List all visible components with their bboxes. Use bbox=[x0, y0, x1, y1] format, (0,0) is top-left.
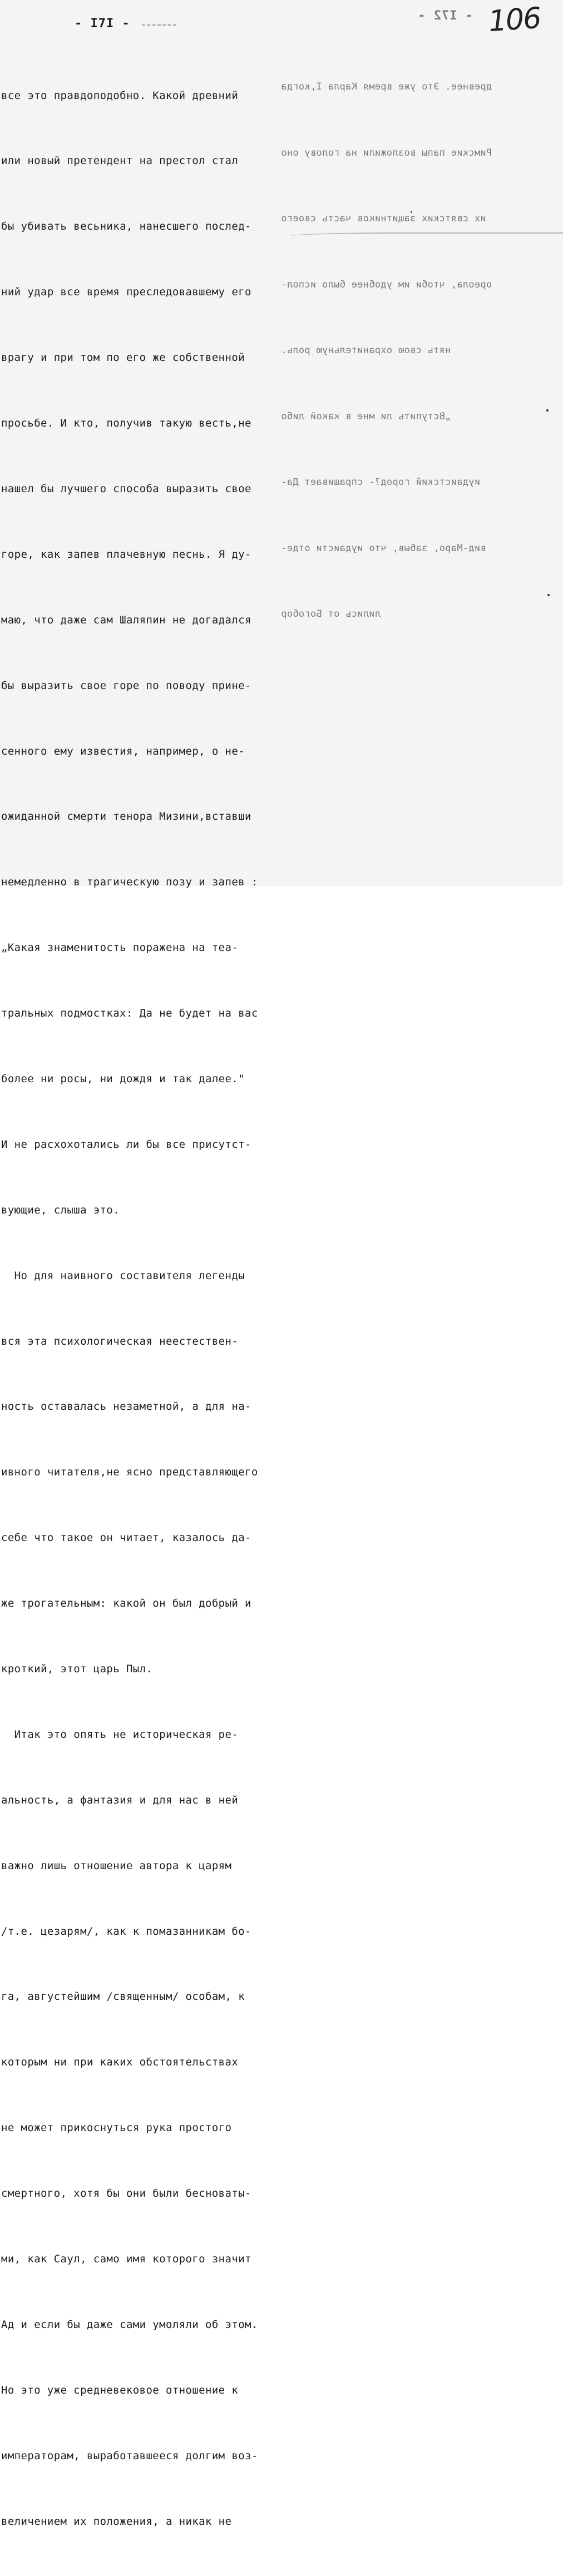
text-line: маю, что даже сам Шаляпин не догадался bbox=[1, 613, 251, 626]
text-line: ожиданной смерти тенора Мизини,вставши bbox=[1, 810, 251, 823]
text-line: га, августейшим /священным/ особам, к bbox=[1, 1990, 245, 2003]
text-line: горе, как запев плачевную песнь. Я ду- bbox=[1, 548, 251, 561]
text-line: же трогательным: какой он был добрый и bbox=[1, 1597, 251, 1610]
bleed-line: Римские папы возложили на голову оно bbox=[281, 147, 492, 158]
text-line: врагу и при том по его же собственной bbox=[1, 351, 245, 364]
text-line: Ад и если бы даже сами умоляли об этом. bbox=[1, 2318, 258, 2331]
text-line: все это правдоподобно. Какой древний bbox=[1, 89, 239, 102]
bleed-line: вид-Маро, забыв, что иудаисти отде- bbox=[281, 542, 486, 554]
bleed-line: их святских защитников часть своего bbox=[281, 213, 486, 224]
bleed-text-block bbox=[281, 32, 556, 670]
text-line: нашел бы лучшего способа выразить свое bbox=[1, 482, 251, 495]
text-line: ивного читателя,не ясно представляющего bbox=[1, 1466, 258, 1479]
bleed-page-number: - I72 - bbox=[417, 9, 473, 23]
text-line: величением их положения, а никак не bbox=[1, 2515, 232, 2528]
text-line: не может прикоснуться рука простого bbox=[1, 2122, 232, 2134]
text-line: кроткий, этот царь Пыл. bbox=[1, 1662, 153, 1675]
text-line: важно лишь отношение автора к царям bbox=[1, 1859, 232, 1872]
header-dash-rule bbox=[142, 24, 176, 26]
bleed-line: древнее. Это уже время Карла I,когда bbox=[281, 81, 492, 92]
text-line: „Какая знаменитость поражена на теа- bbox=[1, 942, 239, 954]
text-line: вующие, слыша это. bbox=[1, 1203, 120, 1216]
text-line: альность, а фантазия и для нас в ней bbox=[1, 1794, 239, 1806]
bleed-through-facing-page bbox=[281, 3, 556, 620]
text-line: себе что такое он читает, казалось да- bbox=[1, 1532, 251, 1544]
text-line: вся эта психологическая неестествен- bbox=[1, 1335, 239, 1348]
page-number: - I7I - bbox=[75, 17, 130, 31]
text-line: или новый претендент на престол стал bbox=[1, 155, 239, 167]
text-line: более ни росы, ни дождя и так далее." bbox=[1, 1072, 245, 1085]
bleed-line: „Вступить ли мне в какой либо bbox=[281, 410, 451, 422]
bleed-line: иудаистский город?- спрашивает Да- bbox=[281, 477, 481, 488]
text-line: ний удар все время преследовавшему его bbox=[1, 286, 251, 299]
paper-fold-line bbox=[290, 232, 563, 241]
main-text-column bbox=[1, 41, 290, 2576]
ink-speck bbox=[411, 211, 412, 213]
ink-speck bbox=[547, 594, 550, 596]
text-line: бы выразить свое горе по поводу прине- bbox=[1, 679, 251, 692]
text-line: /т.е. цезарям/, как к помазанникам бо- bbox=[1, 1925, 251, 1938]
text-line: Но это уже средневековое отношение к bbox=[1, 2384, 239, 2396]
bleed-line: ореола, чтоби им удобнее было испол- bbox=[281, 279, 492, 290]
text-line: ми, как Саул, само имя которого значит bbox=[1, 2252, 251, 2265]
text-line: тральных подмостках: Да не будет на вас bbox=[1, 1007, 258, 1020]
text-line: бы убивать весьника, нанесшего послед- bbox=[1, 220, 251, 233]
text-line: ность оставалась незаметной, а для на- bbox=[1, 1400, 251, 1413]
text-line: немедленно в трагическую позу и запев : bbox=[1, 876, 258, 889]
ink-speck bbox=[546, 409, 549, 412]
text-line: которым ни при каких обстоятельствах bbox=[1, 2056, 239, 2069]
bleed-line: лились от Богобор bbox=[281, 608, 381, 620]
archive-folio-number: 106 bbox=[487, 1, 542, 39]
text-line: смертного, хотя бы они были бесноваты- bbox=[1, 2187, 251, 2200]
text-line: императорам, выработавшееся долгим воз- bbox=[1, 2449, 258, 2462]
text-line: Итак это опять не историческая ре- bbox=[1, 1728, 239, 1741]
text-line: просьбе. И кто, получив такую весть,не bbox=[1, 417, 251, 430]
text-line: И не расхохотались ли бы все присутст- bbox=[1, 1138, 251, 1151]
text-line: Но для наивного составителя легенды bbox=[1, 1269, 245, 1282]
bleed-line: нять свою охранительную роль. bbox=[281, 345, 451, 356]
text-line: сенного ему известия, например, о не- bbox=[1, 745, 245, 757]
